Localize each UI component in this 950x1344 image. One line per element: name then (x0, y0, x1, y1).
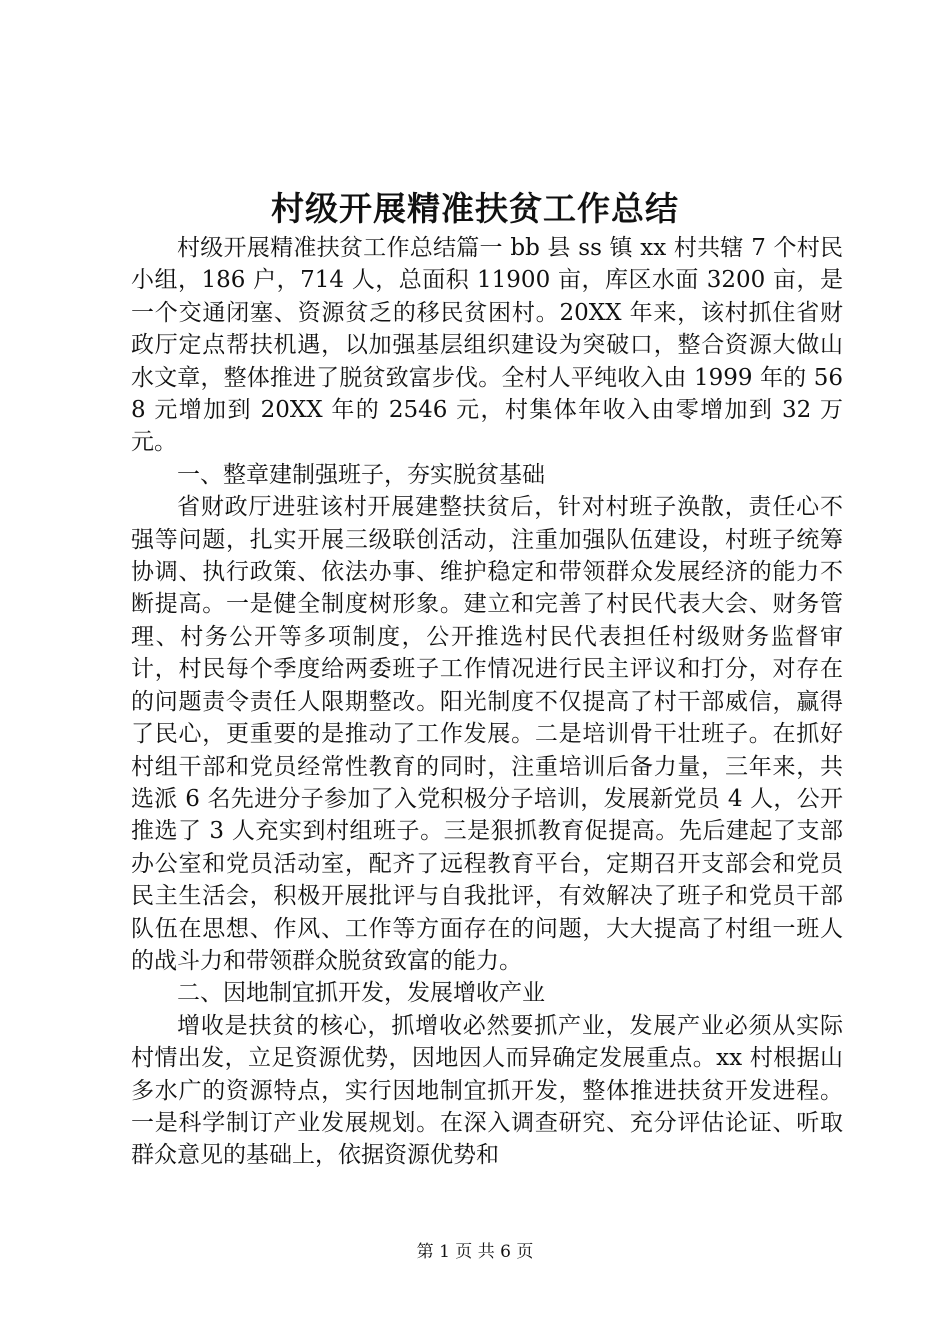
page-number-footer: 第 1 页 共 6 页 (416, 1242, 534, 1262)
section-heading-2: 二、因地制宜抓开发，发展增收产业 (177, 980, 545, 1007)
intro-paragraph: 村级开展精准扶贫工作总结篇一 bb 县 ss 镇 xx 村共辖 7 个村民小组，186 户，714 人，总面积 11900 亩，库区水面 3200 亩，是一个交通闭塞、资源贫乏的移民贫困村。20XX 年来，该村抓住省财政厅定点帮扶机遇，以加强基层组织建设为突破口，整合资源大做山水文章，整体推进了脱贫致富步伐。全村人平纯收入由 1999 年的 568 元增加到 20XX 年的 2546 元，村集体年收入由零增加到 32 万元。 (131, 235, 843, 456)
section-heading-1: 一、整章建制强班子，夯实脱贫基础 (177, 461, 545, 488)
document-title: 村级开展精准扶贫工作总结 (271, 189, 679, 228)
section-1-paragraph: 省财政厅进驻该村开展建整扶贫后，针对村班子涣散，责任心不强等问题，扎实开展三级联创活动，注重加强队伍建设，村班子统筹协调、执行政策、依法办事、维护稳定和带领群众发展经济的能力不断提高。一是健全制度树形象。建立和完善了村民代表大会、财务管理、村务公开等多项制度，公开推选村民代表担任村级财务监督审计，村民每个季度给两委班子工作情况进行民主评议和打分，对存在的问题责令责任人限期整改。阳光制度不仅提高了村干部威信，赢得了民心，更重要的是推动了工作发展。二是培训骨干壮班子。在抓好村组干部和党员经常性教育的同时，注重培训后备力量，三年来，共选派 6 名先进分子参加了入党积极分子培训，发展新党员 4 人，公开推选了 3 人充实到村组班子。三是狠抓教育促提高。先后建起了支部办公室和党员活动室，配齐了远程教育平台，定期召开支部会和党员民主生活会，积极开展批评与自我批评，有效解决了班子和党员干部队伍在思想、作风、工作等方面存在的问题，大大提高了村组一班人的战斗力和带领群众脱贫致富的能力。 (131, 494, 843, 974)
section-2-paragraph: 增收是扶贫的核心，抓增收必然要抓产业，发展产业必须从实际村情出发，立足资源优势，因地因人而异确定发展重点。xx 村根据山多水广的资源特点，实行因地制宜抓开发，整体推进扶贫开发进程。一是科学制订产业发展规划。在深入调查研究、充分评估论证、听取群众意见的基础上，依据资源优势和 (131, 1012, 843, 1169)
document-body (131, 232, 843, 1172)
